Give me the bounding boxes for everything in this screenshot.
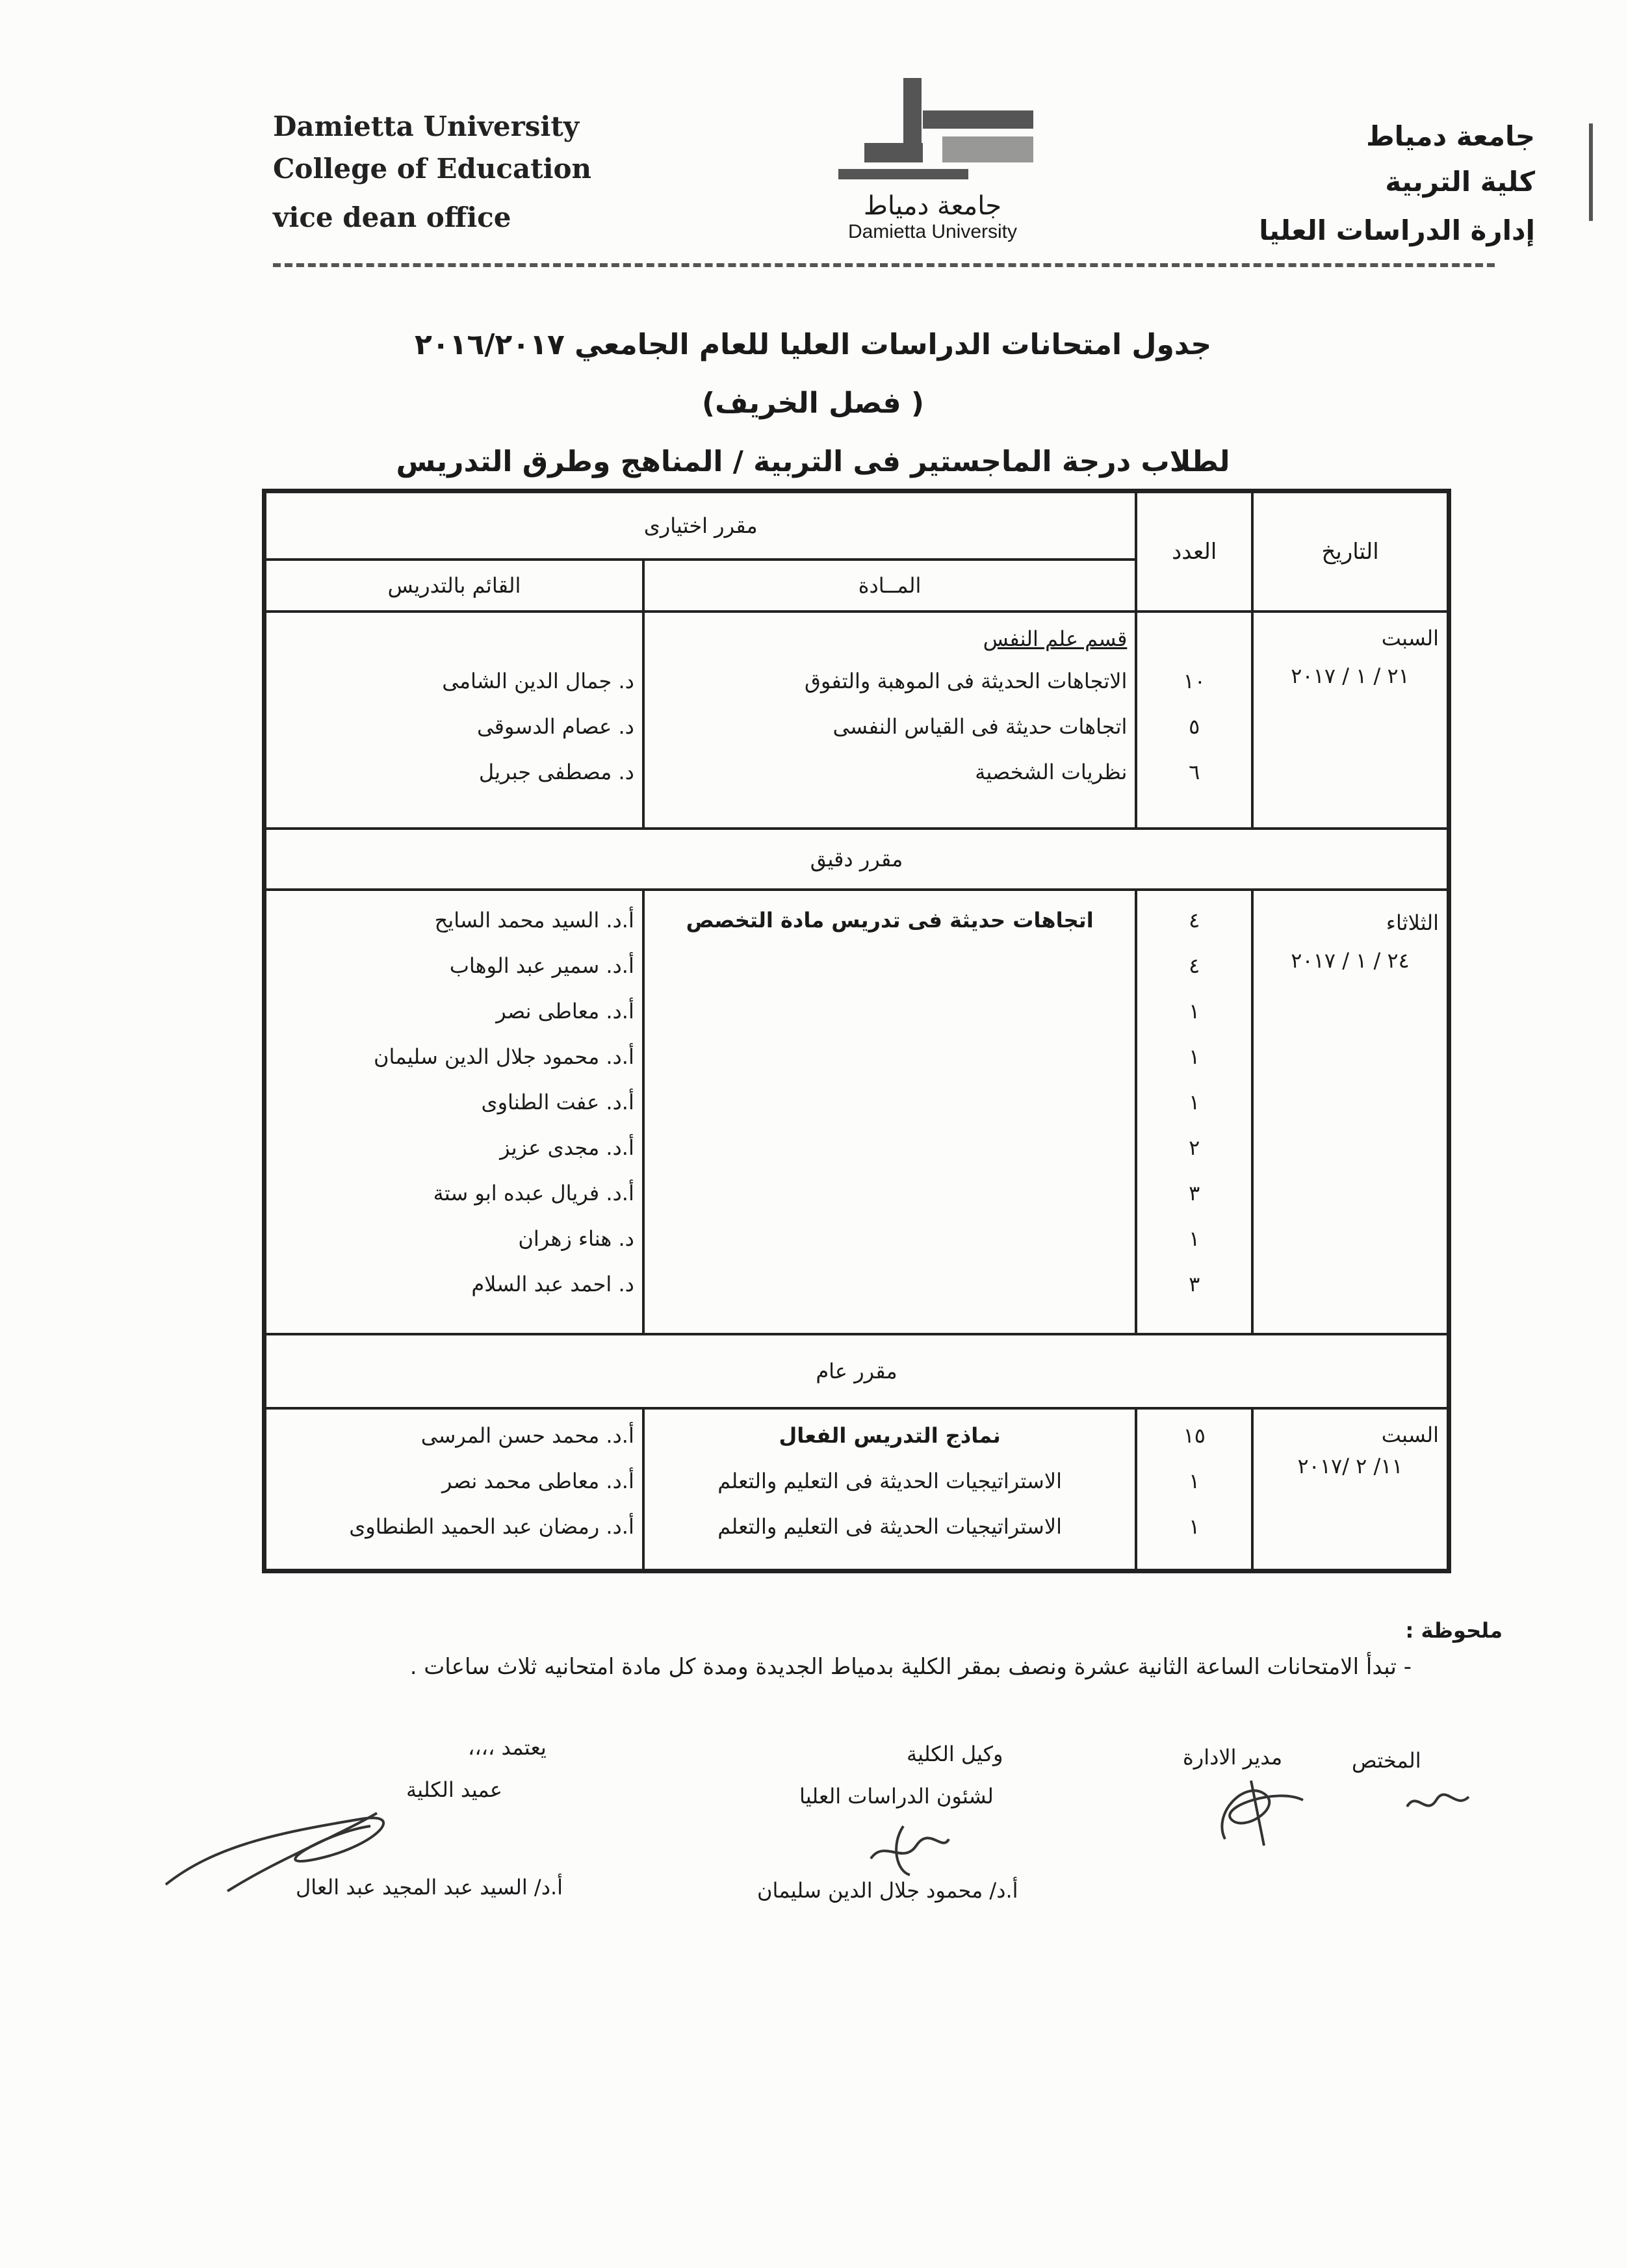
exam-day: الثلاثاء xyxy=(1386,910,1439,935)
instructor-name: أ.د. السيد محمد السايح xyxy=(434,908,634,933)
date-cell xyxy=(1252,612,1449,829)
instructor-name: أ.د. فريال عبده ابو ستة xyxy=(433,1181,634,1205)
university-name-en: Damietta University xyxy=(273,110,580,142)
count-value: ١ xyxy=(1189,1226,1200,1251)
sig-approved-label: يعتمد ،،،، xyxy=(468,1735,547,1760)
instructor-name: د. هناء زهران xyxy=(518,1226,634,1251)
instructor-name: د. احمد عبد السلام xyxy=(471,1272,634,1296)
university-logo xyxy=(825,65,1040,242)
section-band-general: مقرر عام xyxy=(265,1334,1449,1408)
exam-date: ٢١ / ١ / ٢٠١٧ xyxy=(1291,664,1410,688)
count-cell xyxy=(1136,612,1252,829)
signature-scribble-icon xyxy=(864,1820,955,1878)
logo-mark-icon xyxy=(825,65,1040,195)
exam-date: ١١/ ٢ /٢٠١٧ xyxy=(1297,1454,1403,1478)
count-value: ١٥ xyxy=(1183,1423,1206,1448)
logo-text-ar: جامعة دمياط xyxy=(863,191,1002,221)
date-cell xyxy=(1252,1408,1449,1571)
count-value: ٤ xyxy=(1189,908,1200,933)
sig-specialist-mark xyxy=(1404,1784,1475,1825)
instructor-name: أ.د. محمود جلال الدين سليمان xyxy=(373,1044,634,1069)
logo-text-en: Damietta University xyxy=(847,221,1018,242)
college-name-en: College of Education xyxy=(273,153,592,185)
sig-specialist-title: المختص xyxy=(1352,1748,1421,1773)
subject-name: نظريات الشخصية xyxy=(975,760,1128,784)
instructor-name: د. عصام الدسوقى xyxy=(476,714,634,739)
sig-vicedean-title: وكيل الكلية xyxy=(907,1742,1003,1766)
instructor-name: أ.د. محمد حسن المرسى xyxy=(420,1423,634,1448)
office-name-ar: إدارة الدراسات العليا xyxy=(1259,214,1535,246)
header-divider xyxy=(273,263,1495,267)
college-name-ar: كلية التربية xyxy=(1385,166,1535,198)
note-label: ملحوظة : xyxy=(1405,1618,1503,1643)
subject-name: اتجاهات حديثة فى القياس النفسى xyxy=(832,714,1128,739)
sig-vicedean-mark xyxy=(864,1820,955,1881)
instructor-name: د. مصطفى جبريل xyxy=(478,760,634,784)
count-value: ٣ xyxy=(1189,1181,1200,1205)
subject-cell xyxy=(643,612,1137,829)
exam-date: ٢٤ / ١ / ٢٠١٧ xyxy=(1291,948,1410,973)
header-subject: المــادة xyxy=(643,560,1137,612)
count-value: ٢ xyxy=(1189,1135,1200,1160)
sig-vicedean-subtitle: لشئون الدراسات العليا xyxy=(799,1784,994,1809)
university-name-ar: جامعة دمياط xyxy=(1366,120,1535,152)
exam-schedule-table xyxy=(262,489,1451,1573)
office-name-en: vice dean office xyxy=(273,201,511,233)
semester-title: ( فصل الخريف) xyxy=(702,387,924,420)
schedule-title: جدول امتحانات الدراسات العليا للعام الجامعي ٢٠١٦/٢٠١٧ xyxy=(414,328,1212,361)
count-cell xyxy=(1136,1408,1252,1571)
header-instructor: القائم بالتدريس xyxy=(265,560,643,612)
count-value: ١٠ xyxy=(1183,669,1206,693)
count-value: ١ xyxy=(1189,1090,1200,1115)
count-cell xyxy=(1136,890,1252,1334)
sig-dean-title: عميد الكلية xyxy=(406,1777,502,1802)
section-band-specialized: مقرر دقيق xyxy=(265,829,1449,890)
signature-scribble-icon xyxy=(1404,1784,1475,1823)
header-count: العدد xyxy=(1136,491,1252,612)
sig-admin-title: مدير الادارة xyxy=(1183,1745,1283,1770)
date-cell xyxy=(1252,890,1449,1334)
count-value: ١ xyxy=(1189,1514,1200,1539)
count-value: ٣ xyxy=(1189,1272,1200,1296)
instructor-name: أ.د. معاطى نصر xyxy=(496,999,634,1024)
signature-scribble-icon xyxy=(1206,1768,1310,1852)
subject-cell xyxy=(643,1408,1137,1571)
instructor-name: أ.د. سمير عبد الوهاب xyxy=(449,953,634,978)
instructor-cell xyxy=(265,612,643,829)
subject-name: الاستراتيجيات الحديثة فى التعليم والتعلم xyxy=(717,1469,1062,1493)
instructor-name: أ.د. عفت الطناوى xyxy=(481,1090,634,1115)
header-date: التاريخ xyxy=(1252,491,1449,612)
sig-vicedean-name: أ.د/ محمود جلال الدين سليمان xyxy=(757,1878,1018,1903)
instructor-name: أ.د. معاطى محمد نصر xyxy=(441,1469,634,1493)
sig-dean-name: أ.د/ السيد عبد المجيد عبد العال xyxy=(296,1875,563,1900)
count-value: ٤ xyxy=(1189,953,1200,978)
exam-day: السبت xyxy=(1381,1423,1439,1447)
count-value: ٦ xyxy=(1189,760,1200,784)
note-text: - تبدأ الامتحانات الساعة الثانية عشرة ونصف بمقر الكلية بدمياط الجديدة ومدة كل مادة امتحانيه ثلاث ساعات . xyxy=(409,1654,1412,1680)
subject-name: اتجاهات حديثة فى تدريس مادة التخصص xyxy=(686,908,1094,933)
header-elective: مقرر اختيارى xyxy=(265,491,1137,560)
instructor-name: أ.د. رمضان عبد الحميد الطنطاوى xyxy=(349,1514,634,1539)
edge-mark xyxy=(1589,123,1593,221)
instructor-name: أ.د. مجدى عزيز xyxy=(500,1135,634,1160)
subject-name: نماذج التدريس الفعال xyxy=(779,1423,1001,1448)
program-title: لطلاب درجة الماجستير فى التربية / المناهج وطرق التدريس xyxy=(396,445,1230,478)
count-value: ١ xyxy=(1189,999,1200,1024)
instructor-cell xyxy=(265,1408,643,1571)
subject-name: الاتجاهات الحديثة فى الموهبة والتفوق xyxy=(805,669,1128,693)
subject-cell xyxy=(643,890,1137,1334)
count-value: ٥ xyxy=(1189,714,1200,739)
instructor-cell xyxy=(265,890,643,1334)
department-name: قسم علم النفس xyxy=(983,626,1128,651)
instructor-name: د. جمال الدين الشامى xyxy=(442,669,634,693)
exam-day: السبت xyxy=(1381,626,1439,651)
sig-admin-mark xyxy=(1206,1768,1310,1855)
count-value: ١ xyxy=(1189,1044,1200,1069)
subject-name: الاستراتيجيات الحديثة فى التعليم والتعلم xyxy=(717,1514,1062,1539)
count-value: ١ xyxy=(1189,1469,1200,1493)
